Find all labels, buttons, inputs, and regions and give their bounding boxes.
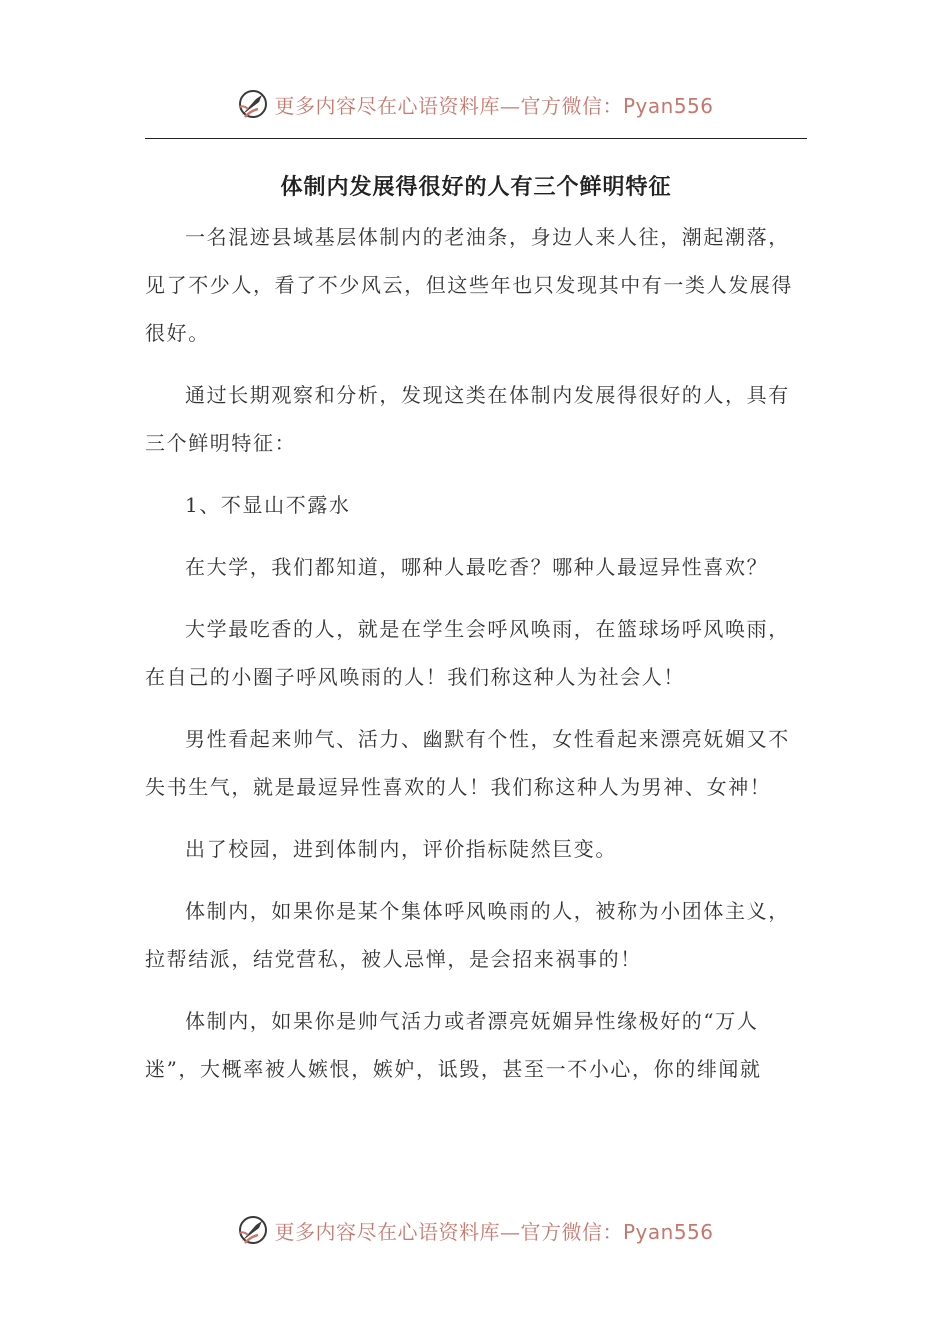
- document-title: 体制内发展得很好的人有三个鲜明特征: [280, 174, 672, 200]
- paragraph: 通过长期观察和分析，发现这类在体制内发展得很好的人，具有三个鲜明特征：: [145, 383, 790, 455]
- paragraph: 体制内，如果你是帅气活力或者漂亮妩媚异性缘极好的“万人迷”，大概率被人嫉恨，嫉妒，诋毁，甚至一不小心，你的绯闻就: [145, 1009, 762, 1081]
- paragraph: 体制内，如果你是某个集体呼风唤雨的人，被称为小团体主义，拉帮结派，结党营私，被人忌惮，是会招来祸事的！: [145, 899, 790, 971]
- wechat-id: Pyan556: [622, 1219, 714, 1244]
- paragraph: 男性看起来帅气、活力、幽默有个性，女性看起来漂亮妩媚又不失书生气，就是最逗异性喜欢的人！我们称这种人为男神、女神！: [145, 727, 790, 799]
- quill-pen-logo-icon: [236, 87, 270, 121]
- header-brand-text: [274, 90, 713, 119]
- paragraph: 在大学，我们都知道，哪种人最吃香？哪种人最逗异性喜欢？: [185, 555, 769, 579]
- header-banner: [0, 84, 950, 124]
- quill-pen-logo-icon: [236, 1213, 270, 1247]
- brand-name: 更多内容尽在心语资料库: [274, 93, 500, 118]
- paragraph: 一名混迹县域基层体制内的老油条，身边人来人往，潮起潮落，见了不少人，看了不少风云，但这些年也只发现其中有一类人发展得很好。: [145, 225, 793, 345]
- brand-separator: —: [499, 93, 521, 118]
- official-account-label: 官方微信：: [520, 93, 623, 118]
- section-heading: 1、不显山不露水: [185, 493, 351, 517]
- footer-brand-text: [274, 1216, 713, 1245]
- document-body: [145, 213, 807, 1107]
- paragraph: 出了校园，进到体制内，评价指标陡然巨变。: [185, 837, 617, 861]
- official-account-label: 官方微信：: [520, 1219, 623, 1244]
- footer-banner: [0, 1210, 950, 1250]
- header-divider: [145, 138, 807, 139]
- brand-separator: —: [499, 1219, 521, 1244]
- wechat-id: Pyan556: [622, 93, 714, 118]
- brand-name: 更多内容尽在心语资料库: [274, 1219, 500, 1244]
- paragraph: 大学最吃香的人，就是在学生会呼风唤雨，在篮球场呼风唤雨，在自己的小圈子呼风唤雨的人！我们称这种人为社会人！: [145, 617, 790, 689]
